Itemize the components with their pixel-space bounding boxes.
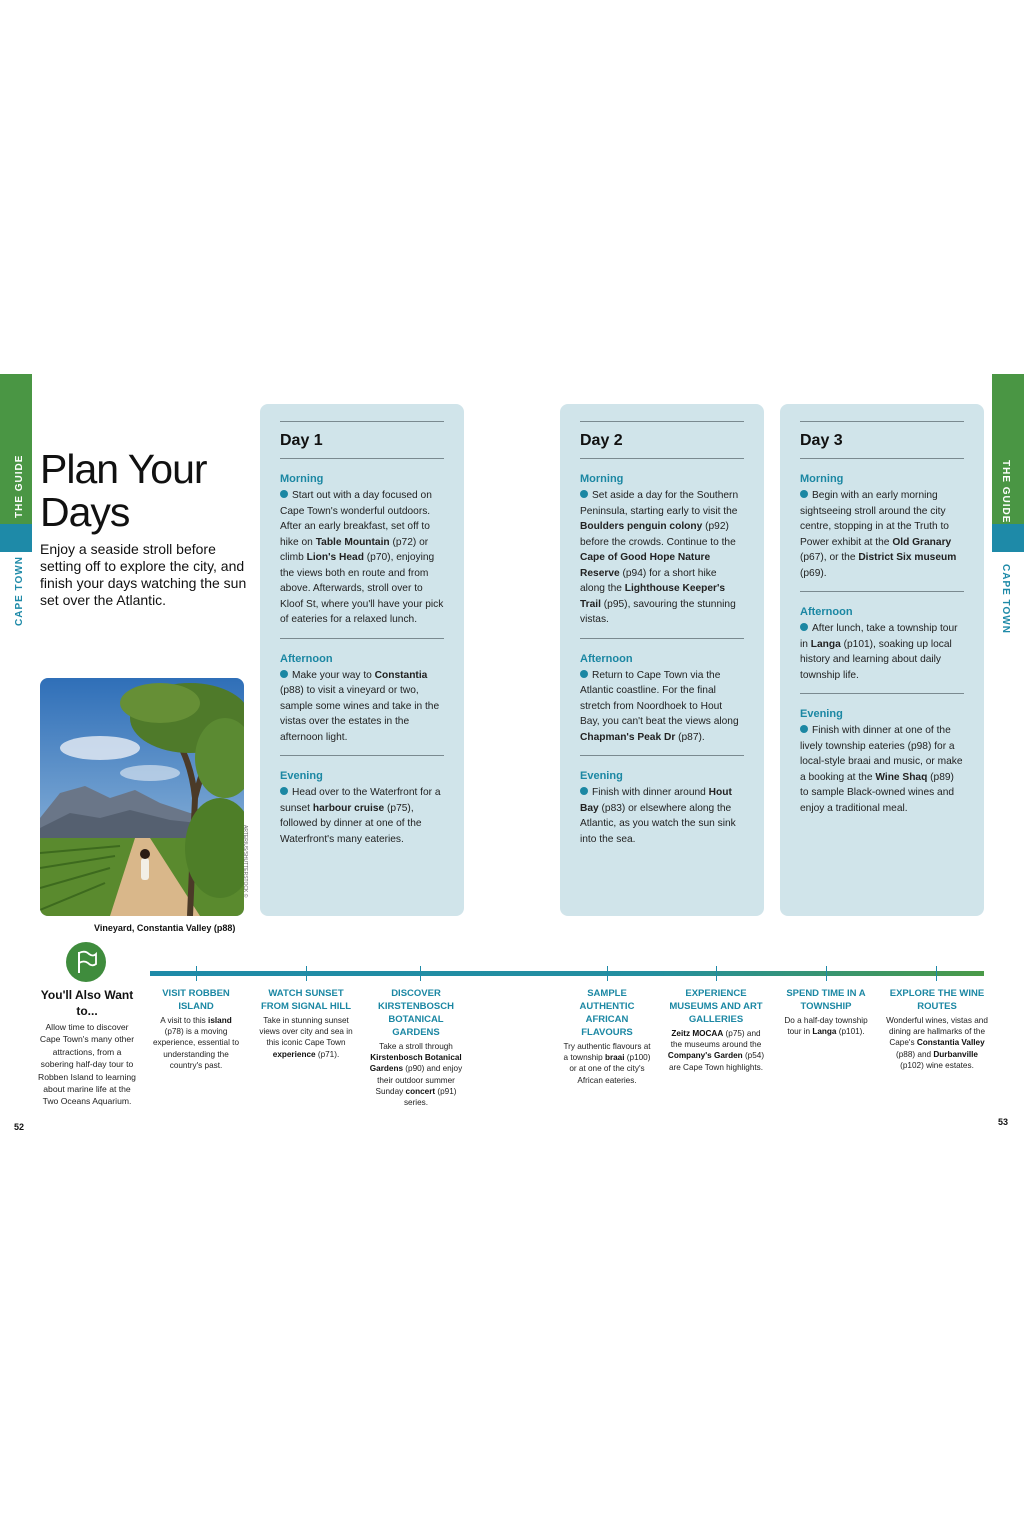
section-heading: Morning xyxy=(280,473,324,485)
page-title xyxy=(40,448,207,534)
bullet-icon xyxy=(580,490,588,498)
bold-text: Zeitz MOCAA xyxy=(671,1029,724,1038)
bold-text: Langa xyxy=(812,1027,837,1037)
text-run: Wonderful wines, vistas and dining are hallmarks of the Cape's xyxy=(886,1016,988,1048)
timeline-tick xyxy=(826,966,827,981)
day-section-afternoon xyxy=(800,591,964,693)
bold-text: Durbanville xyxy=(933,1049,978,1059)
day-title: Day 1 xyxy=(280,422,444,459)
day-title: Day 3 xyxy=(800,422,964,459)
bold-text: Langa xyxy=(810,638,841,650)
bold-text: Kirstenbosch Botanical Gardens xyxy=(369,1053,462,1074)
text-run: Try authentic flavours at a township xyxy=(563,1042,651,1063)
text-run: (p75), followed by dinner at one of the Waterfront's many eateries. xyxy=(280,802,422,845)
text-run: Finish with dinner around xyxy=(592,787,709,798)
section-text xyxy=(580,785,744,847)
timeline-item-robben-island xyxy=(152,987,240,1071)
timeline-heading: EXPERIENCE MUSEUMS AND ART GALLERIES xyxy=(669,988,763,1025)
text-run: Finish with dinner at one of the lively township eateries (p98) for a local-style braai and music, or make a booking at the xyxy=(800,725,963,783)
timeline-tick xyxy=(607,966,608,981)
text-run: Take a stroll through xyxy=(379,1042,453,1051)
bold-text: Wine Shaq xyxy=(875,771,928,783)
section-text xyxy=(800,488,964,581)
bold-text: Hout Bay xyxy=(580,787,732,814)
day-section-evening xyxy=(280,755,444,857)
side-tab-guide-label: THE GUIDE xyxy=(1000,460,1011,524)
timeline-item-signal-hill xyxy=(258,987,354,1060)
timeline-item-museums xyxy=(666,987,766,1073)
bold-text: concert xyxy=(405,1086,436,1096)
bullet-icon xyxy=(580,670,588,678)
text-run: (p75) and the museums around the xyxy=(670,1029,762,1050)
day-section-morning xyxy=(580,459,744,638)
text-run: Take in stunning sunset views over city and sea in this iconic Cape Town xyxy=(259,1016,353,1048)
day-title: Day 2 xyxy=(580,422,744,459)
text-run: Begin with an early morning sightseeing stroll around the city centre, stopping in at the Truth to Power exhibit at the xyxy=(800,490,949,548)
timeline-tick xyxy=(420,966,421,981)
timeline-text xyxy=(780,1015,872,1037)
timeline-heading: WATCH SUNSET FROM SIGNAL HILL xyxy=(260,988,352,1012)
timeline-tick xyxy=(306,966,307,981)
bullet-icon xyxy=(280,490,288,498)
bullet-icon xyxy=(800,623,808,631)
text-run: Head over to the Waterfront for a sunset xyxy=(280,787,441,814)
timeline-tick xyxy=(936,966,937,981)
side-tab-teal xyxy=(0,524,32,552)
vineyard-photo xyxy=(40,678,244,916)
text-run: Make your way to xyxy=(292,669,375,681)
side-tab-green xyxy=(0,374,32,524)
text-run: After lunch, take a township tour in xyxy=(800,623,958,650)
bold-text: Constantia Valley xyxy=(916,1038,985,1048)
bullet-icon xyxy=(800,725,808,733)
side-tab-green xyxy=(992,374,1024,524)
timeline-heading: VISIT ROBBEN ISLAND xyxy=(162,988,230,1012)
side-tab-city-label: CAPE TOWN xyxy=(1000,564,1011,634)
text-run: Do a half-day township tour in xyxy=(784,1016,868,1037)
bold-text: experience xyxy=(272,1049,316,1059)
text-run: (p91) series. xyxy=(403,1086,457,1108)
section-heading: Afternoon xyxy=(580,652,633,665)
section-text xyxy=(800,621,964,683)
bold-text: Chapman's Peak Dr xyxy=(580,731,676,743)
side-tab-left xyxy=(0,374,32,626)
section-text xyxy=(580,668,744,746)
text-run: Set aside a day for the Southern Peninsula, starting early to visit the xyxy=(580,490,739,517)
text-run: (p92) before the crowds. Continue to the xyxy=(580,521,736,548)
bold-text: Boulders penguin colony xyxy=(580,521,703,532)
text-run: (p90) and enjoy their outdoor summer Sunday xyxy=(375,1064,463,1096)
page-number-right: 53 xyxy=(998,1117,1009,1127)
side-tab-teal xyxy=(992,524,1024,552)
bold-text: Constantia xyxy=(374,669,428,681)
timeline-text xyxy=(886,1015,988,1071)
bold-text: District Six museum xyxy=(858,552,957,563)
timeline-item-african-flavours xyxy=(561,987,653,1086)
side-tab-city-label: CAPE TOWN xyxy=(14,556,25,626)
text-run: (p88) and xyxy=(896,1049,934,1059)
section-heading: Afternoon xyxy=(800,606,853,618)
bold-text: island xyxy=(208,1016,232,1025)
photo-credit: ARTERIUS/SHUTTERSTOCK © xyxy=(242,825,248,898)
text-run: (p94) for a short hike along the xyxy=(580,567,717,594)
bold-text: Table Mountain xyxy=(315,536,390,548)
title-line-1: Plan Your xyxy=(40,446,207,492)
bold-text: Lighthouse Keeper's Trail xyxy=(580,583,726,610)
bold-text: braai xyxy=(604,1053,625,1063)
bullet-icon xyxy=(280,787,288,795)
text-run: A visit to this xyxy=(160,1016,209,1025)
intro-text: Enjoy a seaside stroll before setting off to explore the city, and finish your days watching the sun set over the Atlantic. xyxy=(40,541,247,608)
page-number-left: 52 xyxy=(14,1122,25,1132)
text-run: (p72) or climb xyxy=(280,536,429,563)
timeline-text xyxy=(561,1041,653,1086)
section-heading: Evening xyxy=(800,708,843,720)
timeline-bar xyxy=(150,971,984,976)
section-text xyxy=(280,668,444,746)
bold-text: Cape of Good Hope Nature Reserve xyxy=(580,552,711,579)
text-run: Return to Cape Town via the Atlantic coastline. For the final stretch from Noordhoek to Hout Bay, you can't beat the views along xyxy=(580,669,739,727)
bold-text: harbour cruise xyxy=(312,802,385,814)
text-run: (p102) wine estates. xyxy=(900,1060,974,1070)
day-section-morning xyxy=(800,459,964,591)
text-run: (p71). xyxy=(315,1049,340,1059)
section-text xyxy=(280,488,444,628)
text-run: (p101). xyxy=(836,1027,865,1037)
side-tab-guide-label: THE GUIDE xyxy=(14,454,25,518)
section-heading: Afternoon xyxy=(280,652,333,665)
timeline-item-township xyxy=(780,987,872,1037)
day-section-afternoon xyxy=(280,638,444,756)
text-run: (p100) or at one of the city's African eateries. xyxy=(569,1053,651,1085)
also-want-title: You'll Also Want to... xyxy=(40,988,134,1018)
text-run: (p78) is a moving experience, essential to understanding the country's past. xyxy=(152,1027,240,1070)
photo-caption: Vineyard, Constantia Valley (p88) xyxy=(94,923,236,933)
text-run: (p67), or the xyxy=(800,552,859,563)
bold-text: Old Granary xyxy=(892,536,952,548)
section-text xyxy=(580,488,744,628)
text-run: (p101), soaking up local history and learning about daily township life. xyxy=(800,638,952,681)
timeline-text xyxy=(258,1015,354,1060)
text-run: (p69). xyxy=(800,567,827,579)
text-run: (p87). xyxy=(675,731,705,743)
also-want-text: Allow time to discover Cape Town's many other attractions, from a sobering half-day tour to Robben Island to learning about marine life at the Two Oceans Aquarium. xyxy=(38,1022,136,1107)
timeline-text xyxy=(368,1041,464,1108)
section-text xyxy=(800,723,964,816)
text-run: (p54) are Cape Town highlights. xyxy=(668,1051,765,1072)
bold-text: Company's Garden xyxy=(667,1051,743,1061)
day-panel-1 xyxy=(260,404,464,916)
bold-text: Lion's Head xyxy=(306,552,364,563)
text-run: (p70), enjoying the views both en route and from above. Afterwards, stroll over to Kloof St, where you'll have your pick of eateries for a relaxed lunch. xyxy=(280,552,444,625)
section-heading: Evening xyxy=(280,770,323,782)
text-run: (p95), savouring the stunning vistas. xyxy=(580,598,736,625)
timeline-heading: SAMPLE AUTHENTIC AFRICAN FLAVOURS xyxy=(579,988,635,1038)
timeline-tick xyxy=(716,966,717,981)
text-run: Start out with a day focused on Cape Town's wonderful outdoors. After an early breakfast, set off to hike on xyxy=(280,490,432,548)
section-heading: Morning xyxy=(580,473,624,485)
day-panel-3 xyxy=(780,404,984,916)
section-heading: Morning xyxy=(800,473,844,485)
flag-icon xyxy=(66,942,106,982)
timeline-item-kirstenbosch xyxy=(368,987,464,1108)
timeline-text xyxy=(152,1015,240,1071)
timeline-heading: EXPLORE THE WINE ROUTES xyxy=(889,988,985,1012)
day-section-afternoon xyxy=(580,638,744,756)
section-heading: Evening xyxy=(580,770,623,782)
day-panel-2 xyxy=(560,404,764,916)
day-section-evening xyxy=(800,693,964,826)
timeline-tick xyxy=(196,966,197,981)
text-run: (p88) to visit a vineyard or two, sample some wines and take in the vistas over the estates in the afternoon light. xyxy=(280,685,440,743)
section-text xyxy=(280,785,444,847)
timeline-heading: DISCOVER KIRSTENBOSCH BOTANICAL GARDENS xyxy=(377,988,454,1038)
bullet-icon xyxy=(580,787,588,795)
bullet-icon xyxy=(800,490,808,498)
bullet-icon xyxy=(280,670,288,678)
timeline-item-wine-routes xyxy=(886,987,988,1071)
side-tab-right xyxy=(992,374,1024,634)
title-line-2: Days xyxy=(40,489,130,535)
timeline-text xyxy=(666,1028,766,1073)
day-section-morning xyxy=(280,459,444,638)
timeline-heading: SPEND TIME IN A TOWNSHIP xyxy=(786,988,866,1012)
day-section-evening xyxy=(580,755,744,857)
text-run: (p89) to sample Black-owned wines and enjoy a traditional meal. xyxy=(800,771,955,814)
text-run: (p83) or elsewhere along the Atlantic, as you watch the sun sink into the sea. xyxy=(580,802,736,845)
